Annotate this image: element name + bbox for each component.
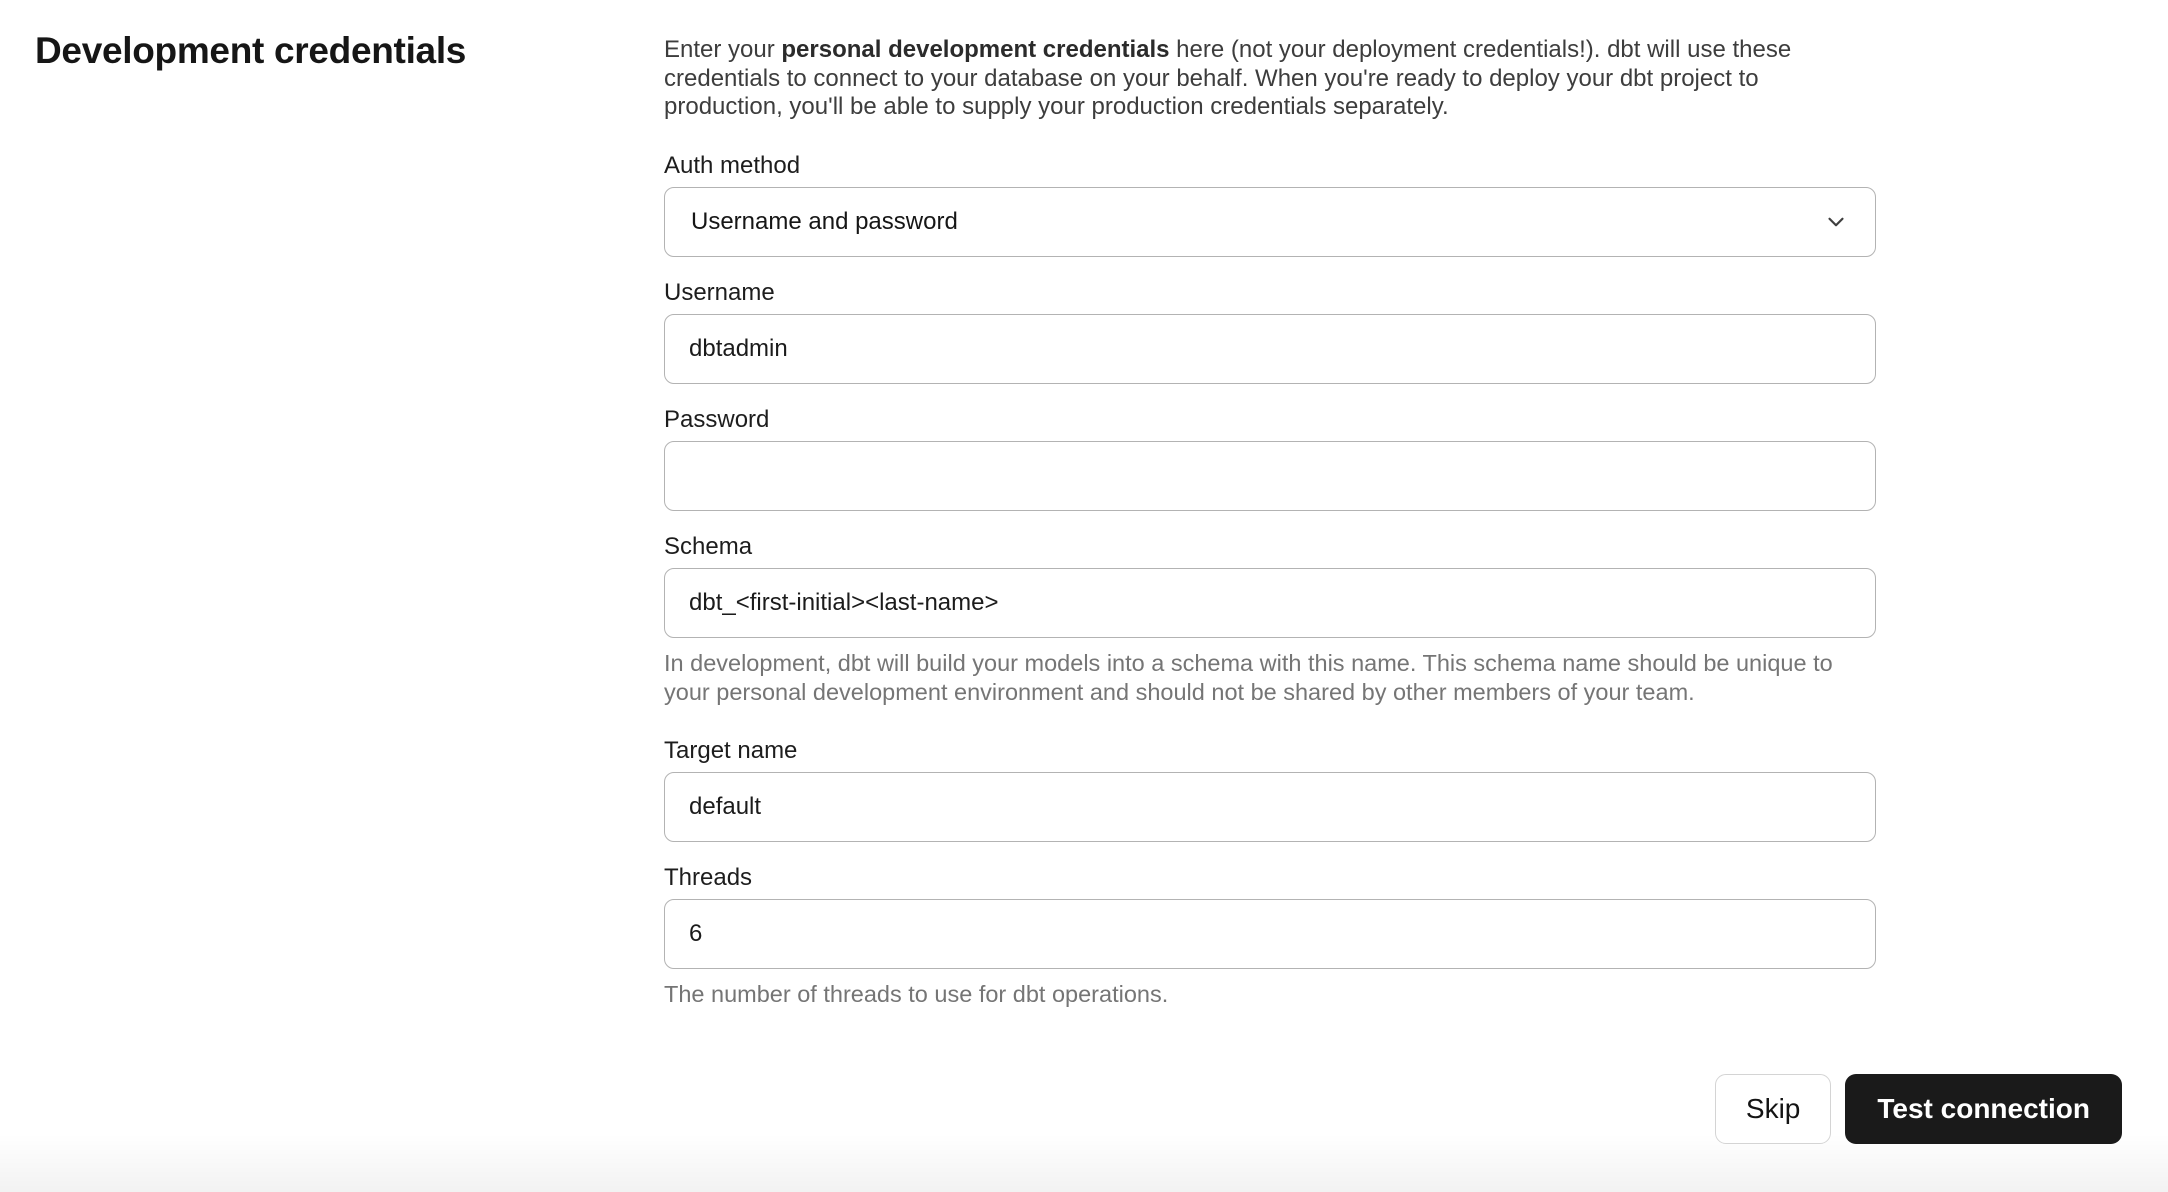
target-name-input[interactable]	[664, 772, 1876, 842]
schema-input[interactable]	[664, 568, 1876, 638]
threads-help-text: The number of threads to use for dbt operations.	[664, 980, 1169, 1007]
page-description	[664, 36, 1876, 122]
footer-actions	[1715, 1074, 2122, 1144]
schema-help-text: In development, dbt will build your models into a schema with this name. This schema name should be unique to your personal development environment and should not be shared by other members of your team.	[664, 649, 1833, 705]
password-input[interactable]	[664, 441, 1876, 511]
test-connection-button[interactable]: Test connection	[1845, 1074, 2122, 1144]
threads-label: Threads	[664, 863, 753, 891]
username-label: Username	[664, 278, 775, 306]
auth-method-select[interactable]	[664, 187, 1876, 257]
description-bold-text: personal development credentials	[781, 36, 1170, 63]
skip-button[interactable]: Skip	[1715, 1074, 1831, 1144]
chevron-down-icon	[1823, 209, 1849, 235]
page-title: Development credentials	[35, 30, 467, 71]
auth-method-selected-value: Username and password	[691, 207, 958, 235]
schema-label: Schema	[664, 532, 753, 560]
credentials-form	[664, 36, 1876, 1009]
password-label: Password	[664, 405, 770, 433]
description-text-after: here (not your deployment credentials!). dbt will use these credentials to connect to your database on your behalf. When you're ready to deploy your dbt project to production, you'll be able to supply your production credentials separately.	[664, 36, 1792, 120]
auth-method-label: Auth method	[664, 151, 801, 179]
threads-input[interactable]	[664, 899, 1876, 969]
target-name-label: Target name	[664, 736, 798, 764]
username-input[interactable]	[664, 314, 1876, 384]
description-text-before: Enter your	[664, 36, 782, 63]
